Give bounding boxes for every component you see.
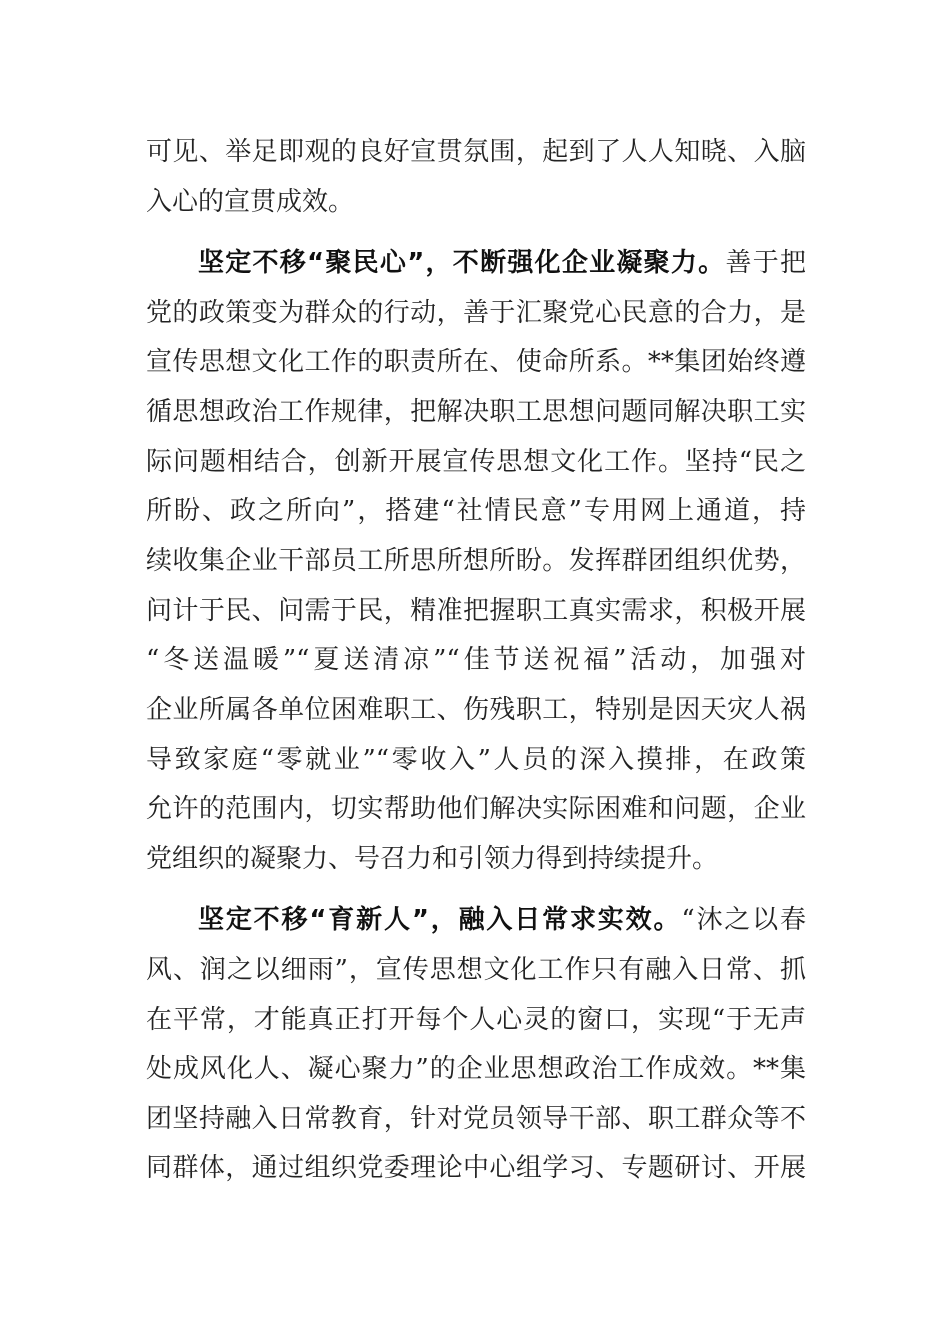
body-text-fragment: 善于把 <box>725 248 806 278</box>
body-text-line: 同群体，通过组织党委理论中心组学习、专题研讨、开展 <box>146 1153 806 1183</box>
body-text-line: 党的政策变为群众的行动，善于汇聚党心民意的合力，是 <box>146 298 806 328</box>
paragraph-heading: 坚定不移“育新人”，融入日常求实效。 <box>198 905 682 935</box>
paragraph-first-line <box>198 900 806 940</box>
body-text-line: 际问题相结合，创新开展宣传思想文化工作。坚持“民之 <box>146 447 806 477</box>
body-text-line: 循思想政治工作规律，把解决职工思想问题同解决职工实 <box>146 397 806 427</box>
paragraph-first-line <box>198 243 806 283</box>
body-text-line: 宣传思想文化工作的职责所在、使命所系。**集团始终遵 <box>146 347 806 377</box>
body-text-line: 党组织的凝聚力、号召力和引领力得到持续提升。 <box>146 844 719 874</box>
body-text-line: 处成风化人、凝心聚力”的企业思想政治工作成效。**集 <box>146 1054 806 1084</box>
body-text-fragment: “沐之以春 <box>681 905 806 935</box>
body-text-line: 团坚持融入日常教育，针对党员领导干部、职工群众等不 <box>146 1104 806 1134</box>
body-text-line: 风、润之以细雨”，宣传思想文化工作只有融入日常、抓 <box>146 955 806 985</box>
body-text-line: 入心的宣贯成效。 <box>146 187 355 217</box>
body-text-line: 企业所属各单位困难职工、伤残职工，特别是因天灾人祸 <box>146 695 806 725</box>
paragraph-heading: 坚定不移“聚民心”，不断强化企业凝聚力。 <box>198 248 726 278</box>
body-text-line: 导致家庭“零就业”“零收入”人员的深入摸排，在政策 <box>146 745 806 775</box>
body-text-line: “冬送温暖”“夏送清凉”“佳节送祝福”活动，加强对 <box>146 645 806 675</box>
body-text-line: 可见、举足即观的良好宣贯氛围，起到了人人知晓、入脑 <box>146 137 806 167</box>
body-text-line: 所盼、政之所向”，搭建“社情民意”专用网上通道，持 <box>146 496 806 526</box>
body-text-line: 续收集企业干部员工所思所想所盼。发挥群团组织优势， <box>146 546 806 576</box>
body-text-line: 问计于民、问需于民，精准把握职工真实需求，积极开展 <box>146 596 806 626</box>
body-text-line: 在平常，才能真正打开每个人心灵的窗口，实现“于无声 <box>146 1005 806 1035</box>
body-text-line: 允许的范围内，切实帮助他们解决实际困难和问题，企业 <box>146 794 806 824</box>
